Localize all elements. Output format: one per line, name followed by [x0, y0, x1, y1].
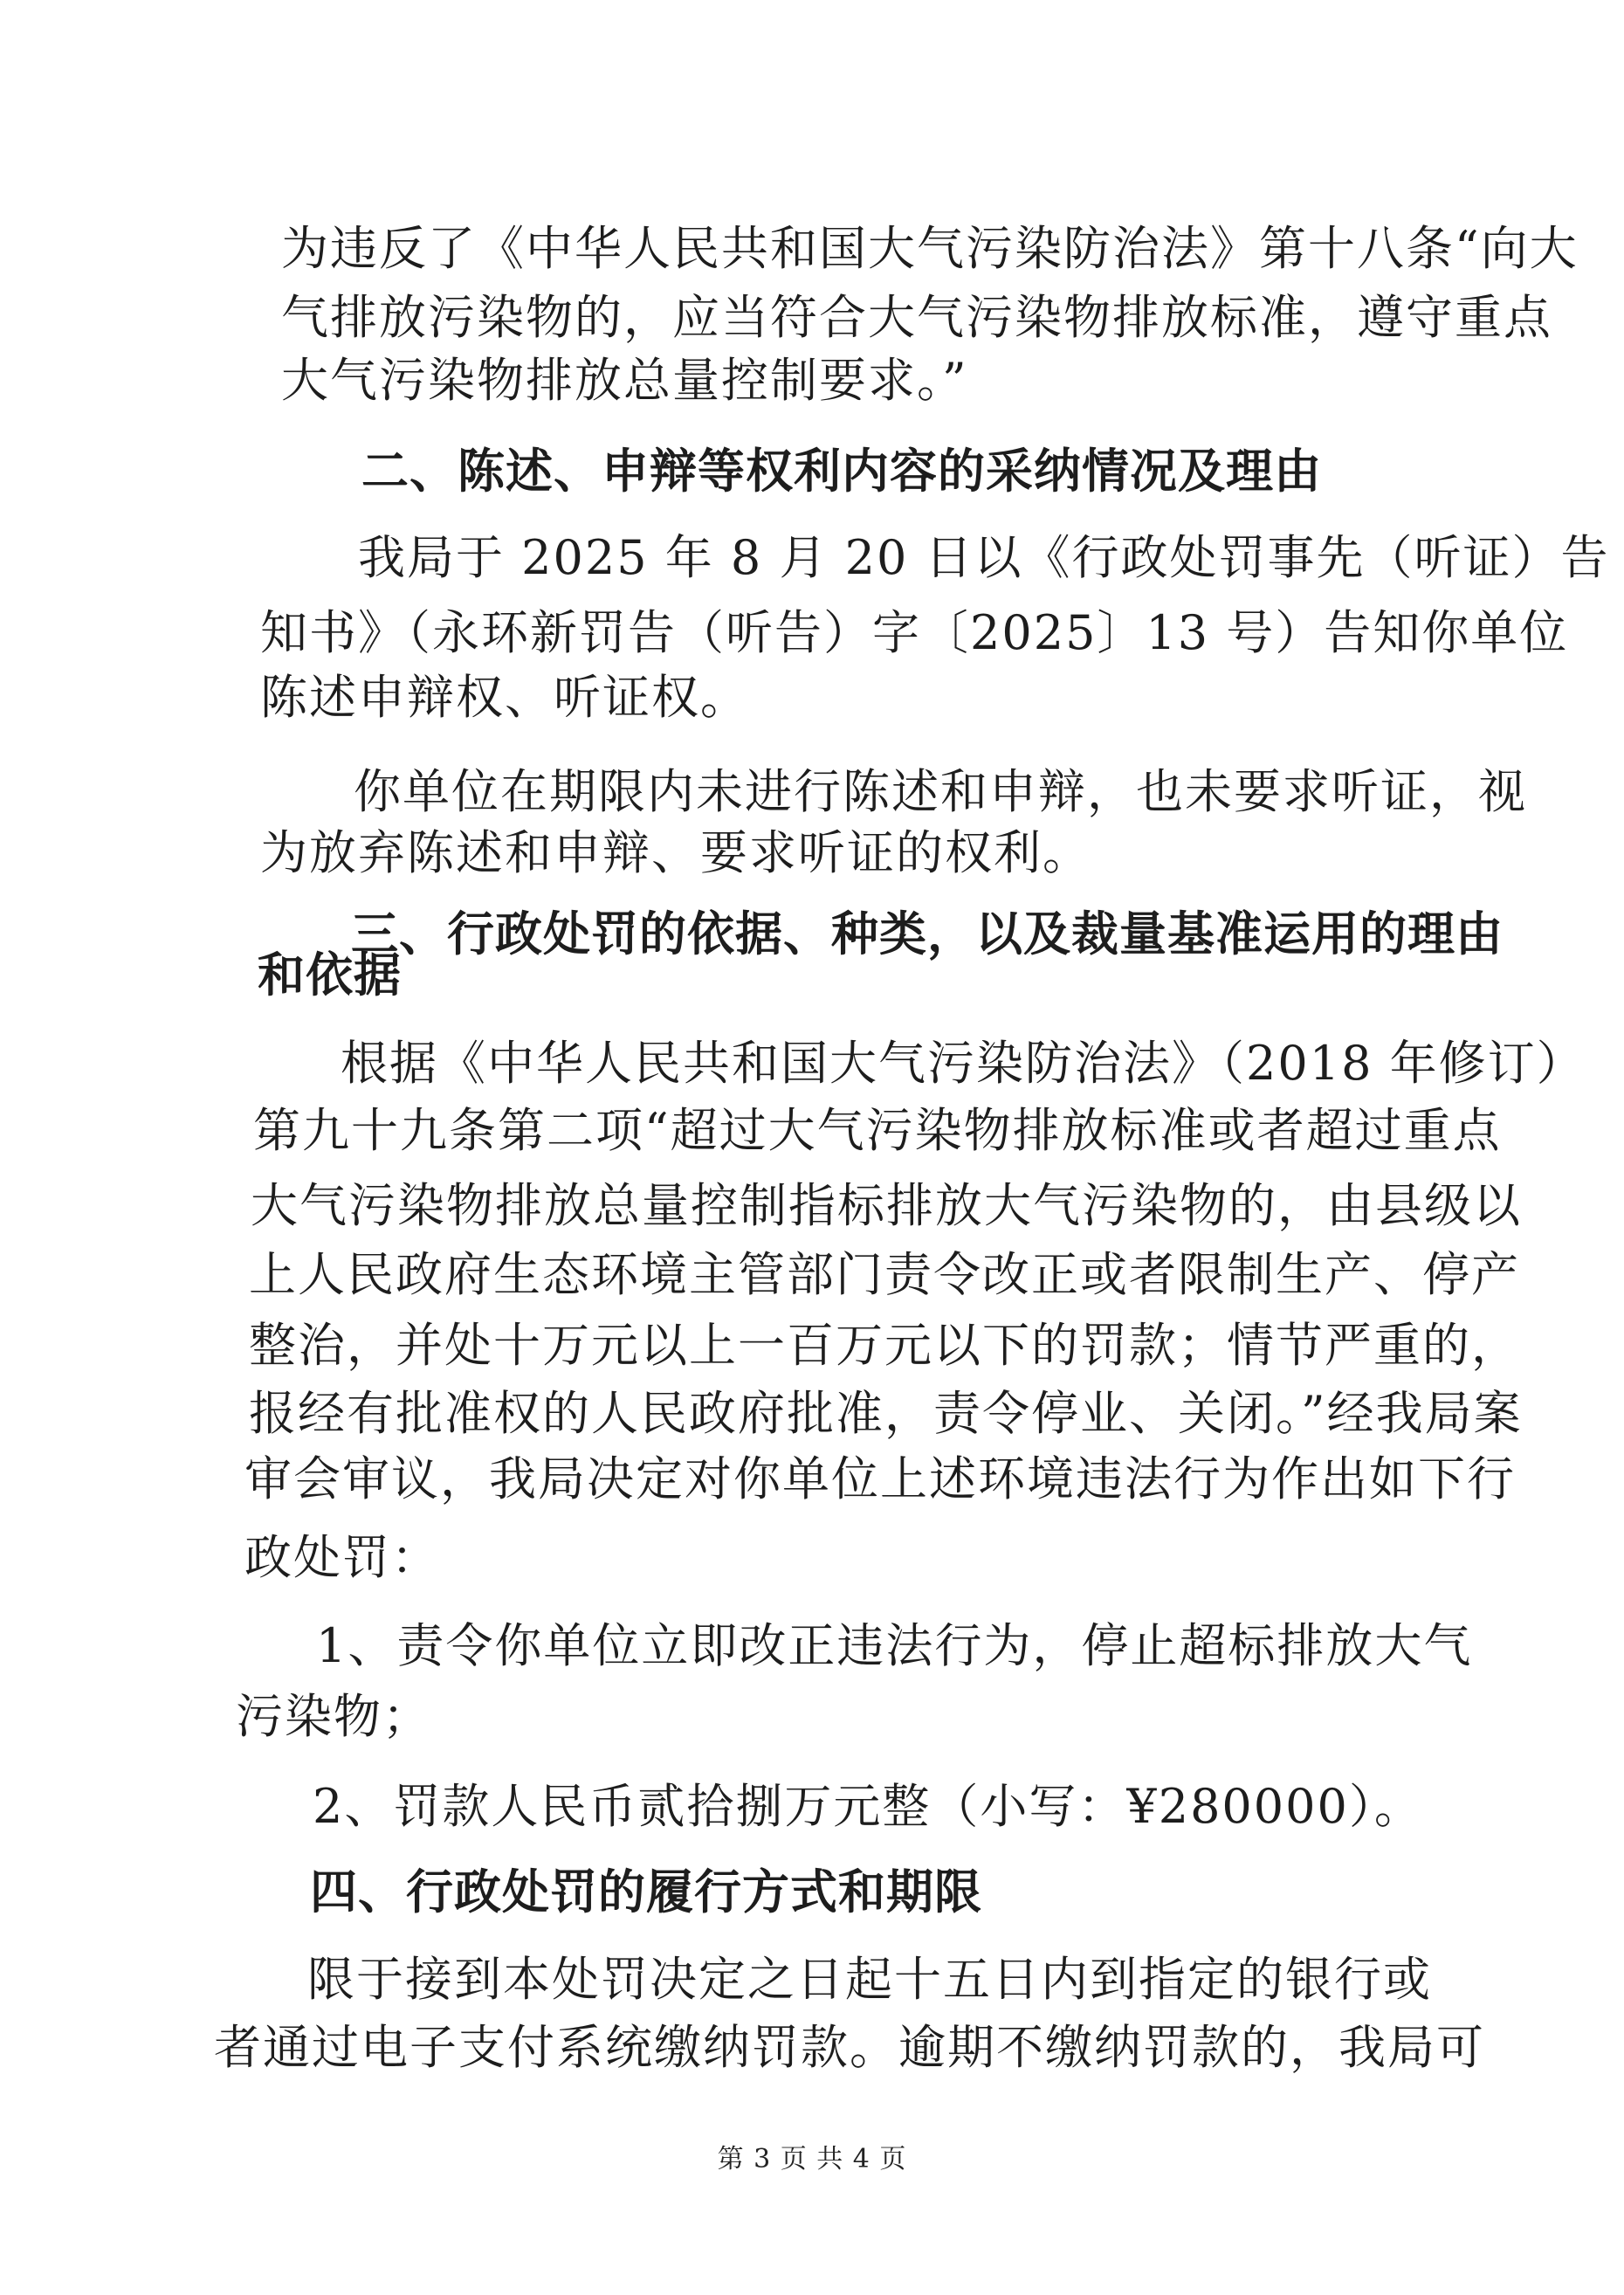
- text-line: 整治，并处十万元以上一百万元以下的罚款；情节严重的，: [249, 1318, 1520, 1373]
- section-heading-2: 二、陈述、申辩等权利内容的采纳情况及理由: [361, 444, 1322, 499]
- list-item-2: 2、罚款人民币贰拾捌万元整（小写：¥280000）。: [313, 1779, 1423, 1834]
- text-line: 我局于 2025 年 8 月 20 日以《行政处罚事先（听证）告: [358, 530, 1610, 585]
- text-line: 第九十九条第二项“超过大气污染物排放标准或者超过重点: [253, 1103, 1502, 1158]
- text-line: 大气污染物排放总量控制指标排放大气污染物的，由县级以: [251, 1178, 1522, 1233]
- text-line: 政处罚：: [244, 1530, 440, 1585]
- page-number-footer: 第 3 页 共 4 页: [717, 2144, 907, 2174]
- text-line: 大气污染物排放总量控制要求。”: [281, 353, 968, 408]
- text-line: 上人民政府生态环境主管部门责令改正或者限制生产、停产: [249, 1247, 1520, 1302]
- list-item-1: 1、责令你单位立即改正违法行为，停止超标排放大气: [316, 1618, 1473, 1673]
- section-heading-3-cont: 和依据: [258, 948, 402, 1003]
- text-line: 知书》（永环新罚告（听告）字〔2025〕13 号）告知你单位: [260, 605, 1569, 660]
- text-line: 陈述申辩权、听证权。: [260, 670, 749, 725]
- text-line: 审会审议，我局决定对你单位上述环境违法行为作出如下行: [244, 1451, 1516, 1506]
- list-item-1-cont: 污染物；: [236, 1689, 431, 1744]
- text-line: 限于接到本处罚决定之日起十五日内到指定的银行或: [307, 1952, 1432, 2007]
- section-heading-3: 三、行政处罚的依据、种类，以及裁量基准运用的理由: [351, 906, 1504, 961]
- text-line: 根据《中华人民共和国大气污染防治法》（2018 年修订）: [341, 1036, 1586, 1091]
- text-line: 为放弃陈述和申辩、要求听证的权利。: [260, 825, 1091, 880]
- text-line: 你单位在期限内未进行陈述和申辩，也未要求听证，视: [354, 764, 1527, 819]
- section-heading-4: 四、行政处罚的履行方式和期限: [310, 1864, 982, 1919]
- text-line: 为违反了《中华人民共和国大气污染防治法》第十八条“向大: [281, 221, 1579, 276]
- text-line: 报经有批准权的人民政府批准，责令停业、关闭。”经我局案: [249, 1386, 1523, 1441]
- text-line: 者通过电子支付系统缴纳罚款。逾期不缴纳罚款的，我局可: [214, 2020, 1485, 2075]
- text-line: 气排放污染物的，应当符合大气污染物排放标准，遵守重点: [281, 290, 1552, 345]
